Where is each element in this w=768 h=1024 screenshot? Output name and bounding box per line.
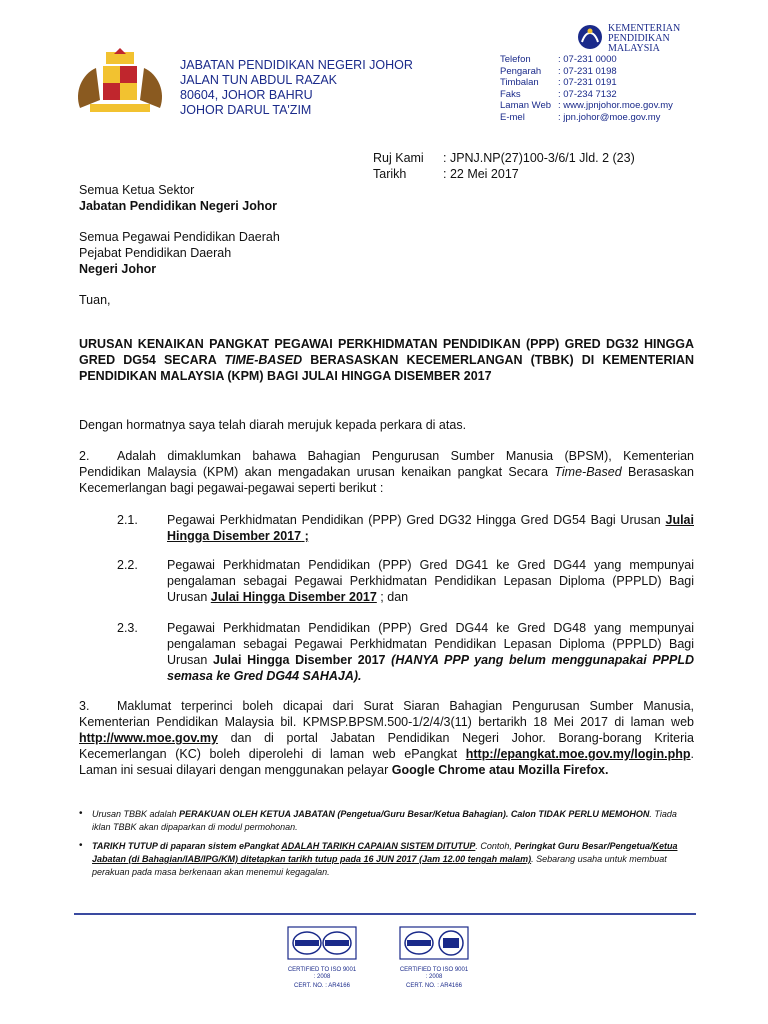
note-2 <box>92 840 692 879</box>
contact-value: : www.jpnjohor.moe.gov.my <box>558 100 673 112</box>
state-crest-logo <box>70 48 170 118</box>
contact-row <box>500 89 673 101</box>
contact-label: Telefon <box>500 54 531 65</box>
contact-row <box>500 66 673 78</box>
cert-caption: CERTIFIED TO ISO 9001 : 2008 <box>287 967 357 980</box>
org-line: 80604, JOHOR BAHRU <box>180 88 313 102</box>
item-period: Julai Hingga Disember 2017 <box>167 513 694 543</box>
ministry-line: PENDIDIKAN <box>608 33 670 44</box>
recipient-block-1 <box>79 182 277 214</box>
contact-label: Pengarah <box>500 65 542 77</box>
para-number: 3. <box>79 699 90 713</box>
ministry-line: MALAYSIA <box>608 43 660 54</box>
item-note: (HANYA PPP yang belum menggunapakai PPPLD semasa ke Gred DG44 SAHAJA). <box>167 653 694 683</box>
note-text: . Sebarang usaha untuk membuat perakuan pada masa berkenaan akan menemui kegagalan. <box>92 854 667 877</box>
cert-number: CERT. NO. : AR4166 <box>406 983 462 989</box>
note-1 <box>92 808 692 834</box>
quality-system-logo <box>287 926 357 960</box>
contact-value: : 07-231 0198 <box>558 65 617 77</box>
epangkat-link[interactable]: http://epangkat.moe.gov.my/login.php <box>465 747 691 761</box>
recipient-line: Semua Ketua Sektor <box>79 183 195 197</box>
note-emphasis: PERAKUAN OLEH KETUA JABATAN (Pengetua/Guru Besar/Ketua Bahagian). Calon TIDAK PERLU MEMOHON <box>179 809 650 819</box>
item-number: 2.1. <box>117 513 138 527</box>
item-number: 2.3. <box>117 621 138 635</box>
ruj-value: : JPNJ.NP(27)100-3/6/1 Jld. 2 (23) <box>443 151 635 165</box>
recipient-line: Negeri Johor <box>79 262 157 276</box>
item-tail: ; dan <box>376 590 409 604</box>
contact-label: E-mel <box>500 111 525 123</box>
contact-row <box>500 54 673 66</box>
para-number: 2. <box>79 449 90 463</box>
contact-label: Timbalan <box>500 77 539 89</box>
recipient-block-2 <box>79 229 280 277</box>
organization-address <box>180 58 413 118</box>
contact-details <box>500 54 673 124</box>
note-emphasis: ADALAH TARIKH CAPAIAN SISTEM DITUTUP <box>281 841 476 851</box>
moe-link[interactable]: http://www.moe.gov.my <box>79 731 218 745</box>
reference-block <box>373 150 635 182</box>
contact-label: Faks <box>500 88 521 100</box>
item-desc: Pegawai Perkhidmatan Pendidikan (PPP) Gred DG44 ke Gred DG48 yang mempunyai pengalaman sebagai Pegawai Perkhidmatan Pendidikan Lepasan Diploma (PPPLD) Bagi Urusan <box>167 621 694 667</box>
salutation: Tuan, <box>79 293 111 307</box>
footer-divider <box>74 913 696 915</box>
opening-paragraph: Dengan hormatnya saya telah diarah merujuk kepada perkara di atas. <box>79 418 467 432</box>
subject-italic: TIME-BASED <box>224 353 303 367</box>
certification-1 <box>287 926 357 990</box>
para-text: dan di portal Jabatan Pendidikan Negeri Johor. Borang-borang Kriteria Kecemerlangan (KC) boleh diperolehi di laman web ePangkat <box>79 731 694 761</box>
para-text: . Laman ini sesuai dilayari dengan menggunakan pelayar <box>79 747 694 777</box>
org-line: JOHOR DARUL TA'ZIM <box>180 103 312 117</box>
paragraph-2 <box>79 448 694 496</box>
para-text: Berasaskan Kecemerlangan bagi pegawai-pegawai seperti berikut : <box>79 465 695 495</box>
recipient-line: Pejabat Pendidikan Daerah <box>79 246 232 260</box>
para-text: Maklumat terperinci boleh dicapai dari Surat Siaran Bahagian Pengurusan Sumber Manusia, Kementerian Pendidikan Malaysia bil. KPMSP.BPSM.500-1/2/4/3(11) bertarikh 18 Mei 2017 di laman web <box>79 699 694 729</box>
recipient-line: Semua Pegawai Pendidikan Daerah <box>79 230 280 244</box>
subject-text: BERASASKAN KECEMERLANGAN (TBBK) DI KEMENTERIAN PENDIDIKAN MALAYSIA (KPM) BAGI JULAI HINGGA DISEMBER 2017 <box>79 353 695 383</box>
tarikh-value: : 22 Mei 2017 <box>443 167 519 181</box>
note-bullet: • <box>79 808 83 819</box>
subject-heading <box>79 336 694 384</box>
item-tail: ; <box>301 529 309 543</box>
note-emphasis: Peringkat Guru Besar/Pengetua/ <box>514 841 653 851</box>
paragraph-3 <box>79 698 694 778</box>
para-text: Adalah dimaklumkan bahawa Bahagian Pengurusan Sumber Manusia (BPSM), Kementerian Pendidikan Malaysia (KPM) akan mengadakan urusan kenaikan pangkat Secara <box>79 449 694 479</box>
contact-row <box>500 112 673 124</box>
item-period: Julai Hingga Disember 2017 <box>212 653 386 667</box>
contact-value: : 07-231 0000 <box>558 54 617 65</box>
note-text: . Tiada iklan TBBK akan dipaparkan di modul permohonan. <box>92 809 677 832</box>
ministry-name <box>608 24 680 54</box>
org-line: JALAN TUN ABDUL RAZAK <box>180 73 337 87</box>
para-italic: Time-Based <box>554 465 622 479</box>
note-emphasis: TARIKH TUTUP di paparan sistem ePangkat <box>92 841 282 851</box>
ministry-logo <box>574 22 606 50</box>
item-desc: Pegawai Perkhidmatan Pendidikan (PPP) Gred DG41 ke Gred DG44 yang mempunyai pengalaman sebagai Pegawai Perkhidmatan Pendidikan Lepasan Diploma (PPPLD) Bagi Urusan <box>167 558 694 604</box>
ministry-line: KEMENTERIAN <box>608 23 681 34</box>
note-text: . Contoh, <box>475 841 515 851</box>
item-text <box>167 512 694 544</box>
item-text <box>167 557 694 605</box>
contact-value: : 07-234 7132 <box>558 88 617 100</box>
org-line: JABATAN PENDIDIKAN NEGERI JOHOR <box>180 58 413 72</box>
contact-value: : jpn.johor@moe.gov.my <box>558 111 661 123</box>
ruj-label: Ruj Kami <box>373 151 424 165</box>
note-emphasis: Ketua Jabatan (di Bahagian/IAB/IPG/KM) ditetapkan tarikh tutup pada 16 JUN 2017 (Jam 12.00 tengah malam) <box>92 841 678 864</box>
cert-number: CERT. NO. : AR4166 <box>294 983 350 989</box>
contact-row <box>500 100 673 112</box>
item-period: Julai Hingga Disember 2017 <box>210 590 377 604</box>
tarikh-label: Tarikh <box>373 167 407 181</box>
note-text: Urusan TBBK adalah <box>92 809 180 819</box>
subject-text: URUSAN KENAIKAN PANGKAT PEGAWAI PERKHIDMATAN PENDIDIKAN (PPP) GRED DG32 HINGGA GRED DG54 SECARA <box>79 337 694 367</box>
recipient-line: Jabatan Pendidikan Negeri Johor <box>79 199 277 213</box>
browser-names: Google Chrome atau Mozilla Firefox. <box>391 763 609 777</box>
contact-row <box>500 77 673 89</box>
contact-label: Laman Web <box>500 100 552 112</box>
iqnet-logo <box>399 926 469 960</box>
item-text <box>167 620 694 684</box>
note-bullet: • <box>79 840 83 851</box>
certification-2 <box>399 926 469 990</box>
item-number: 2.2. <box>117 558 138 572</box>
cert-caption: CERTIFIED TO ISO 9001 : 2008 <box>399 967 469 980</box>
item-desc: Pegawai Perkhidmatan Pendidikan (PPP) Gred DG32 Hingga Gred DG54 Bagi Urusan <box>167 513 666 527</box>
contact-value: : 07-231 0191 <box>558 77 617 89</box>
